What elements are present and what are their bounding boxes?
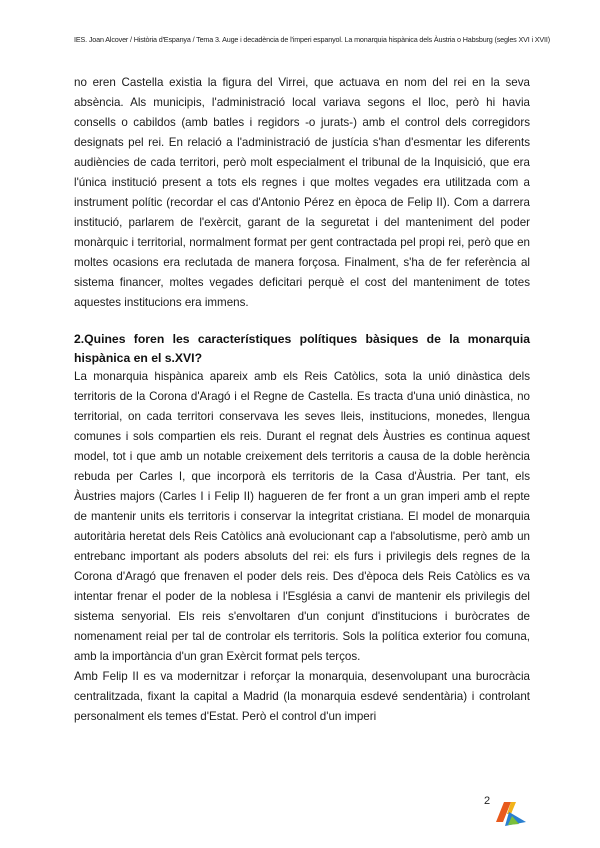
paragraph-spacer [74, 313, 530, 330]
paragraph-felip-ii: Amb Felip II es va modernitzar i reforçar la monarquia, desenvolupant una burocràcia centralitzada, fixant la capital a Madrid (la monarquia esdevé sendentària) i controlant personalment els temes d'Estat. Però el control d'un imperi [74, 670, 530, 723]
paragraph-institutions: no eren Castella existia la figura del Virrei, que actuava en nom del rei en la seva absència. Als municipis, l'administració local variava segons el lloc, però hi havia consells o cabildos (amb batles i regidors -o jurats-) amb el control dels corregidors designats pel rei. En relació a l'administració de justícia s'han d'esmentar les diferents audiències de cada territori, però molt especialment el tribunal de la Inquisició, que era l'única institució present a tots els regnes i que moltes vegades era utilitzada com a instrument polític (recordar el cas d'Antonio Pérez en època de Felip II). Com a darrera institució, parlarem de l'exèrcit, garant de la seguretat i del manteniment del poder monàrquic i territorial, normalment format per gent contractada pel propi rei, però que en moltes ocasions era reclutada de manera forçosa. Finalment, s'ha de fer referència al sistema financer, moltes vegades deficitari perquè el cost del manteniment de totes aquestes institucions era immens. [74, 76, 530, 309]
page-header: IES. Joan Alcover / Història d'Espanya / Tema 3. Auge i decadència de l'imperi espanyol. La monarquia hispànica dels Àustria o Habsburg (segles XVI i XVII) [74, 35, 550, 44]
school-logo-icon [495, 798, 527, 830]
paragraph-catholic-monarchs: La monarquia hispànica apareix amb els Reis Catòlics, sota la unió dinàstica dels territoris de la Corona d'Aragó i el Regne de Castella. Es tracta d'una unió dinàstica, no territorial, on cada territori conservava les seves lleis, institucions, monedes, llengua comunes i sols compartien els reis. Durant el regnat dels Àustries es continua aquest model, tot i que amb un notable creixement dels territoris a causa de la doble herència rebuda per Carles I, que incorporà els territoris de la Casa d'Àustria. Per tant, els Àustries majors (Carles I i Felip II) hagueren de fer front a un gran imperi amb el repte de mantenir units els territoris i conservar la integritat cristiana. El model de monarquia autoritària heretat dels Reis Catòlics anà evolucionant cap a l'absolutisme, però amb un entrebanc important als poders absoluts del rei: els furs i privilegis dels regnes de la Corona d'Aragó que frenaven el poder dels reis. Des d'època dels Reis Catòlics es va intentar frenar el poder de la noblesa i l'Església a canvi de mantenir els privilegis del sistema senyorial. Els reis s'envoltaren d'un conjunt d'institucions i buròcrates de nomenament reial per tal de controlar els territoris. Sols la política exterior fou comuna, amb la importància d'un gran Exèrcit format pels terços. [74, 370, 530, 663]
section-heading: 2.Quines foren les característiques polítiques bàsiques de la monarquia hispànica en el s.XVI? [74, 332, 530, 365]
page-number: 2 [484, 795, 491, 807]
document-body [74, 73, 530, 727]
